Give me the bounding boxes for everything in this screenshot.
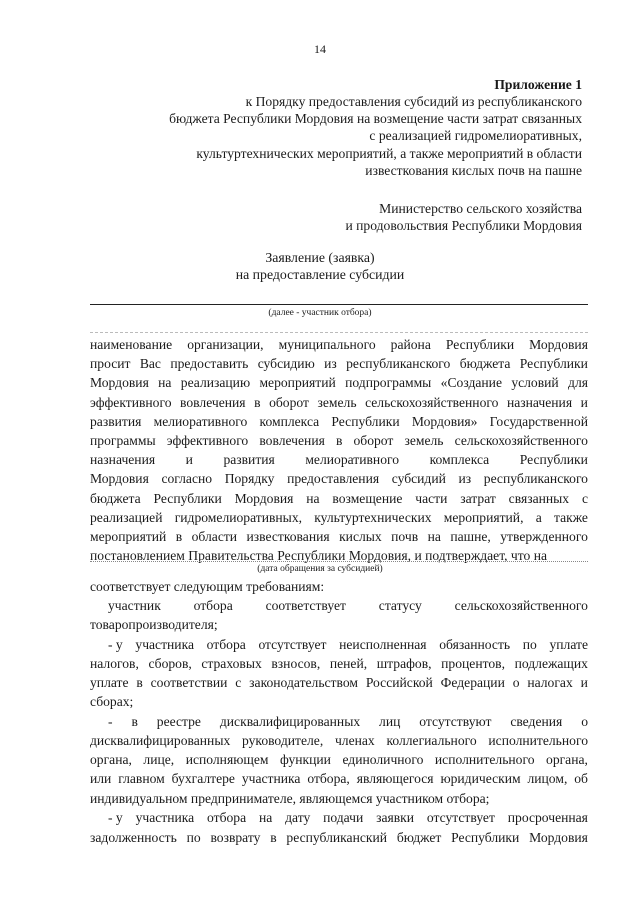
body-word: возмещение bbox=[332, 491, 403, 506]
body-word: членах bbox=[334, 733, 375, 748]
body-line bbox=[90, 451, 588, 468]
body-line bbox=[90, 732, 588, 749]
body-word: просит bbox=[90, 356, 131, 371]
body-word: уплате bbox=[90, 675, 129, 690]
body-word: участник bbox=[108, 598, 161, 613]
body-word: лицом, bbox=[527, 771, 568, 786]
body-word: реестре bbox=[156, 714, 201, 729]
body-word: мелиоративного bbox=[305, 452, 400, 467]
appendix-subtitle bbox=[169, 93, 582, 179]
addressee bbox=[345, 200, 582, 234]
body-line bbox=[90, 790, 588, 807]
body-word: почв bbox=[391, 529, 419, 544]
body-word: земель bbox=[317, 395, 357, 410]
body-word: юридическим bbox=[440, 771, 521, 786]
body-line bbox=[108, 809, 588, 826]
body-word: дисквалифицированных bbox=[90, 733, 231, 748]
appendix-title: Приложение 1 bbox=[494, 77, 582, 92]
body-word: для bbox=[568, 375, 588, 390]
body-word: части bbox=[415, 491, 448, 506]
body-word: мероприятий, bbox=[443, 510, 524, 525]
body-word: дисквалифицированных bbox=[219, 714, 361, 729]
body-word: штрафов, bbox=[376, 656, 432, 671]
body-line bbox=[90, 413, 588, 430]
body-line bbox=[90, 490, 588, 507]
body-word: Мордовия bbox=[90, 375, 149, 390]
statement-title-line: Заявление (заявка) bbox=[265, 250, 375, 265]
body-word: на bbox=[158, 375, 172, 390]
body-word: назначения bbox=[90, 452, 156, 467]
page-number: 14 bbox=[314, 42, 326, 56]
appendix-subtitle-line: бюджета Республики Мордовия на возмещение части затрат связанных bbox=[169, 111, 582, 127]
body-line bbox=[90, 432, 588, 449]
body-word: Государственной bbox=[489, 414, 588, 429]
body-word: Республики bbox=[153, 491, 222, 506]
body-word: Республики bbox=[519, 452, 588, 467]
body-word: согласно bbox=[161, 471, 213, 486]
body-line bbox=[108, 597, 588, 614]
body-word: функции bbox=[279, 752, 331, 767]
body-word: участника bbox=[135, 637, 195, 652]
body-word: Российской bbox=[365, 675, 433, 690]
body-line bbox=[90, 578, 588, 595]
body-word: налогов, bbox=[90, 656, 139, 671]
body-word: республиканский bbox=[286, 830, 388, 845]
body-word: Республики bbox=[331, 414, 400, 429]
body-word: субсидию bbox=[257, 356, 315, 371]
body-word: в bbox=[175, 529, 183, 544]
body-line bbox=[90, 528, 588, 545]
body-word: Мордовия» bbox=[411, 414, 478, 429]
body-line bbox=[90, 770, 588, 787]
body-word: оборот bbox=[269, 395, 309, 410]
body-word: сельскохозяйственного bbox=[365, 395, 499, 410]
body-word: руководителе, bbox=[241, 733, 324, 748]
body-word: бюджет bbox=[396, 830, 442, 845]
body-line bbox=[90, 355, 588, 372]
body-word: дату bbox=[285, 810, 311, 825]
date-caption: (дата обращения за субсидией) bbox=[257, 564, 383, 574]
body-word: бюджета bbox=[90, 491, 141, 506]
body-word: соответствует bbox=[265, 598, 346, 613]
body-word: исполнительного bbox=[488, 733, 588, 748]
body-word: Порядку bbox=[224, 471, 275, 486]
body-line bbox=[90, 374, 588, 391]
body-word: на bbox=[427, 529, 441, 544]
body-word: мелиоративного bbox=[153, 414, 248, 429]
body-word: просроченная bbox=[507, 810, 588, 825]
body-word: также bbox=[553, 510, 588, 525]
body-word: развития bbox=[90, 414, 142, 429]
body-word: эффективного bbox=[90, 395, 172, 410]
body-word: предоставить bbox=[170, 356, 249, 371]
body-word: сведения bbox=[510, 714, 563, 729]
separator-line bbox=[90, 332, 588, 333]
body-word: и bbox=[580, 675, 588, 690]
body-word: органа, bbox=[546, 752, 588, 767]
body-word: отбора bbox=[193, 598, 233, 613]
body-word: республиканского bbox=[483, 471, 588, 486]
body-word: организации, bbox=[187, 337, 264, 352]
body-word: затрат bbox=[460, 491, 496, 506]
body-word: лиц bbox=[379, 714, 401, 729]
body-line bbox=[90, 674, 588, 691]
body-word: в bbox=[131, 714, 138, 729]
body-word: или bbox=[90, 771, 112, 786]
body-line bbox=[90, 616, 588, 633]
body-word: утвержденного bbox=[500, 529, 588, 544]
body-word: индивидуальном предпринимателе, являющемся участником отбора; bbox=[90, 791, 490, 806]
body-word: связанных bbox=[508, 491, 570, 506]
body-word: и bbox=[185, 452, 193, 467]
appendix-subtitle-line: известкования кислых почв на пашне bbox=[365, 162, 582, 178]
body-word: земель bbox=[404, 433, 444, 448]
body-word: комплекса bbox=[259, 414, 320, 429]
statement-title bbox=[0, 249, 640, 283]
body-word: Мордовия bbox=[529, 830, 588, 845]
addressee-line: Министерство сельского хозяйства bbox=[379, 201, 582, 216]
body-word: республиканского bbox=[346, 356, 451, 371]
body-word: развития bbox=[223, 452, 275, 467]
body-word: о bbox=[581, 714, 588, 729]
body-line bbox=[90, 829, 588, 846]
body-word: - bbox=[108, 714, 113, 729]
body-word: задолженность bbox=[90, 830, 177, 845]
body-word: сельскохозяйственного bbox=[454, 433, 588, 448]
body-word: законодательством bbox=[249, 675, 358, 690]
body-word: по bbox=[522, 637, 537, 652]
body-word: района bbox=[390, 337, 431, 352]
body-word: а bbox=[535, 510, 542, 525]
body-word: пеней, bbox=[329, 656, 368, 671]
body-word: взносов, bbox=[271, 656, 321, 671]
participant-caption: (далее - участник отбора) bbox=[268, 308, 372, 318]
body-word: процентов, bbox=[441, 656, 505, 671]
body-word: являющегося bbox=[356, 771, 434, 786]
participant-fill-line bbox=[90, 304, 588, 305]
body-word: на bbox=[258, 810, 273, 825]
body-word: отбора bbox=[207, 810, 247, 825]
body-word: вовлечения bbox=[180, 395, 246, 410]
body-word: бухгалтере bbox=[171, 771, 235, 786]
body-word: - у bbox=[108, 810, 123, 825]
body-word: отбора bbox=[206, 637, 246, 652]
body-word: отсутствует bbox=[258, 637, 327, 652]
body-word: гидромелиоративных, bbox=[174, 510, 303, 525]
body-word: Мордовия bbox=[234, 491, 294, 506]
body-line bbox=[108, 713, 588, 730]
body-word: подлежащих bbox=[514, 656, 588, 671]
appendix-subtitle-line: культуртехнических мероприятий, а также мероприятий в области bbox=[196, 145, 582, 161]
body-word: по bbox=[186, 830, 201, 845]
body-word: лице, bbox=[143, 752, 175, 767]
body-word: статусу bbox=[378, 598, 422, 613]
body-word: пашне, bbox=[450, 529, 491, 544]
addressee-line: и продовольствия Республики Мордовия bbox=[345, 218, 582, 234]
body-word: из bbox=[324, 356, 337, 371]
body-word: с bbox=[235, 675, 242, 690]
body-word: обязанность bbox=[439, 637, 511, 652]
body-line bbox=[90, 751, 588, 768]
body-word: главном bbox=[118, 771, 165, 786]
body-word: известкования bbox=[246, 529, 330, 544]
statement-title-line: на предоставление субсидии bbox=[235, 267, 405, 282]
body-word: Мордовия bbox=[529, 337, 588, 352]
body-word: реализацией bbox=[90, 510, 163, 525]
body-word: сельскохозяйственного bbox=[454, 598, 588, 613]
body-word: уплате bbox=[549, 637, 588, 652]
body-word: соответствии bbox=[150, 675, 228, 690]
body-word: в bbox=[136, 675, 143, 690]
body-word: об bbox=[574, 771, 588, 786]
body-word: возврату bbox=[210, 830, 261, 845]
body-word: субсидий bbox=[391, 471, 446, 486]
appendix-subtitle-line: к Порядку предоставления субсидий из республиканского bbox=[245, 94, 582, 109]
body-word: товаропроизводителя; bbox=[90, 617, 218, 632]
body-word: заявки bbox=[376, 810, 415, 825]
body-word: Республики bbox=[451, 830, 520, 845]
body-word: о bbox=[512, 675, 520, 690]
body-word: отбора, bbox=[307, 771, 350, 786]
body-word: Вас bbox=[139, 356, 161, 371]
body-word: страховых bbox=[201, 656, 262, 671]
body-word: программы bbox=[90, 433, 156, 448]
body-word: наименование bbox=[90, 337, 173, 352]
body-word: участника bbox=[135, 810, 195, 825]
body-word: «Создание bbox=[440, 375, 502, 390]
body-word: подпрограммы bbox=[345, 375, 432, 390]
body-word: в bbox=[270, 830, 277, 845]
body-word: на bbox=[306, 491, 320, 506]
body-word: коллегиального bbox=[386, 733, 477, 748]
body-word: подачи bbox=[323, 810, 364, 825]
body-word: сборах; bbox=[90, 694, 134, 709]
body-word: Республики bbox=[445, 337, 515, 352]
body-word: с bbox=[581, 491, 588, 506]
body-word: из bbox=[458, 471, 472, 486]
body-word: органа, bbox=[90, 752, 132, 767]
body-word: сборов, bbox=[148, 656, 192, 671]
body-word: постановлением Правительства Республики Мордовия, и подтверждает, что на bbox=[90, 548, 548, 563]
body-word: области bbox=[191, 529, 238, 544]
body-word: единоличного bbox=[342, 752, 424, 767]
body-word: кислых bbox=[339, 529, 382, 544]
body-word: и bbox=[580, 395, 588, 410]
body-word: в bbox=[335, 433, 343, 448]
body-word: в bbox=[254, 395, 261, 410]
body-line bbox=[90, 509, 588, 526]
body-word: Федерации bbox=[440, 675, 505, 690]
body-word: Республики bbox=[519, 356, 588, 371]
body-word: участника bbox=[241, 771, 301, 786]
body-word: неисполненная bbox=[339, 637, 427, 652]
body-word: условий bbox=[511, 375, 559, 390]
body-word: оборот bbox=[353, 433, 394, 448]
body-word: назначения bbox=[506, 395, 573, 410]
body-line bbox=[108, 636, 588, 653]
body-word: отсутствует bbox=[426, 810, 495, 825]
body-word: исполняющем bbox=[185, 752, 269, 767]
body-word: - у bbox=[108, 637, 123, 652]
body-word: эффективного bbox=[166, 433, 249, 448]
body-word: Мордовия bbox=[90, 471, 149, 486]
body-word: мероприятий bbox=[259, 375, 336, 390]
body-word: соответствует следующим требованиям: bbox=[90, 579, 325, 594]
body-word: отсутствуют bbox=[419, 714, 492, 729]
body-word: мероприятий bbox=[90, 529, 167, 544]
body-word: культуртехнических bbox=[314, 510, 432, 525]
body-word: вовлечения bbox=[259, 433, 325, 448]
body-line bbox=[90, 470, 588, 487]
body-word: комплекса bbox=[429, 452, 490, 467]
body-word: исполнительного bbox=[434, 752, 535, 767]
body-line bbox=[90, 394, 588, 411]
body-word: реализацию bbox=[180, 375, 251, 390]
body-word: налогах bbox=[527, 675, 573, 690]
body-line bbox=[90, 336, 588, 353]
body-word: предоставления bbox=[287, 471, 380, 486]
body-line bbox=[90, 693, 588, 710]
body-word: муниципального bbox=[278, 337, 376, 352]
body-word: бюджета bbox=[459, 356, 511, 371]
appendix-subtitle-line: с реализацией гидромелиоративных, bbox=[369, 128, 582, 144]
date-fill-line bbox=[90, 561, 588, 562]
body-line bbox=[90, 655, 588, 672]
